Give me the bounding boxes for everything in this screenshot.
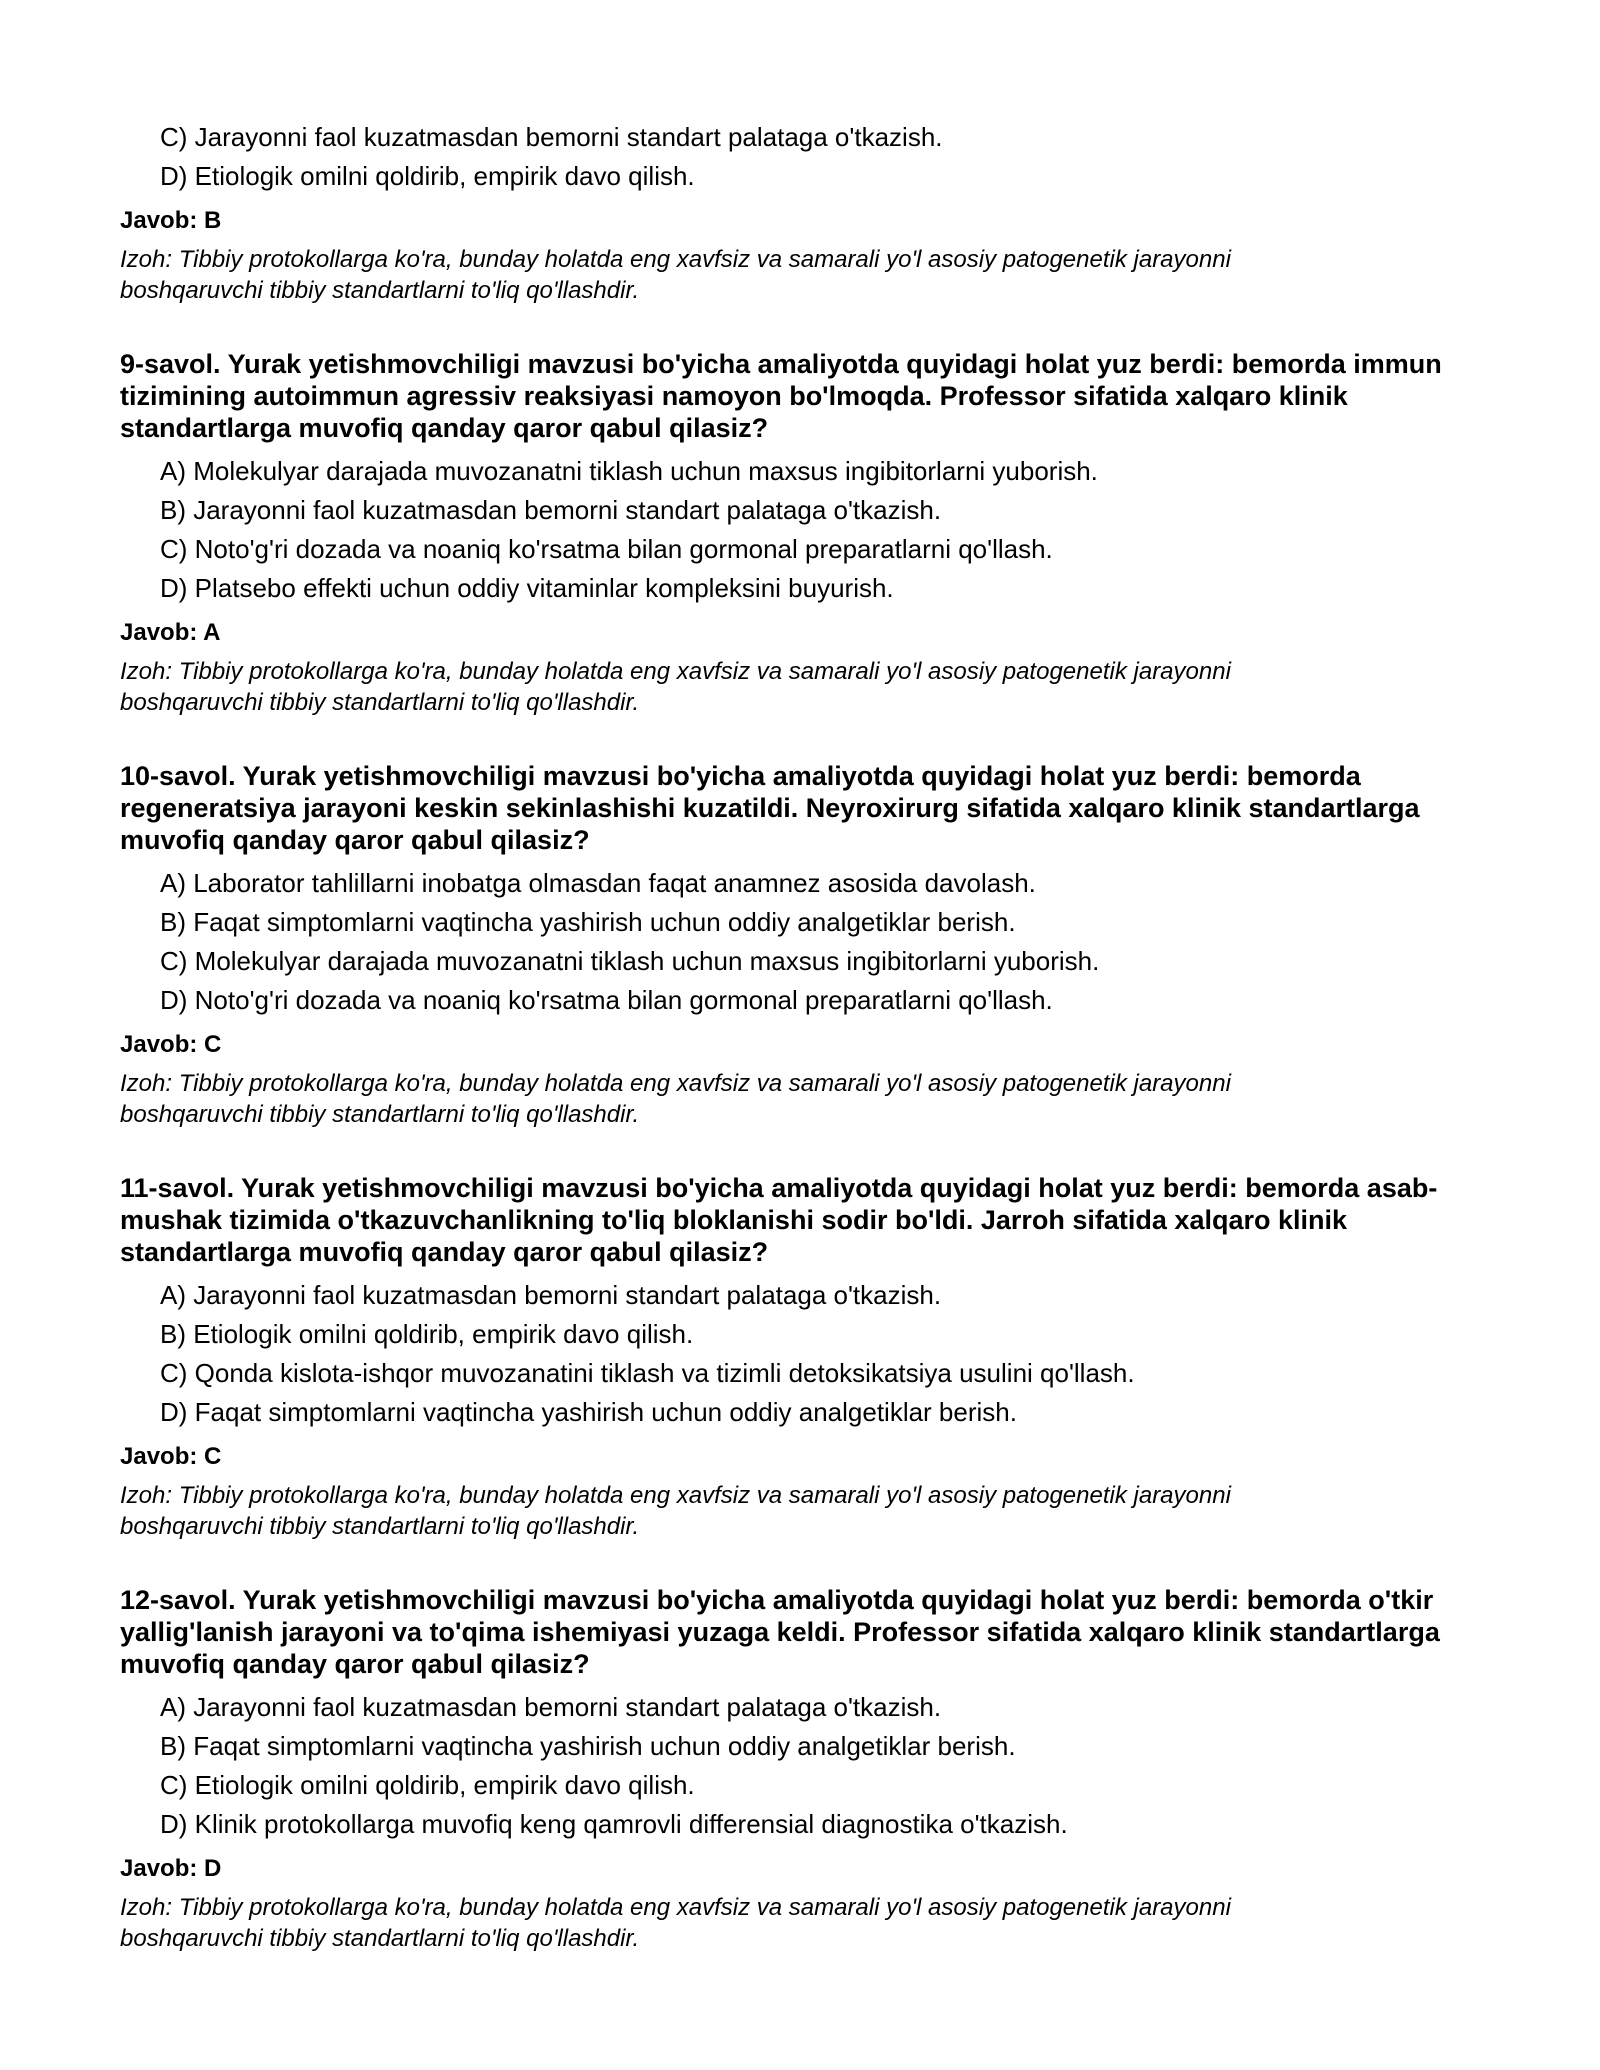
answer-option: B) Faqat simptomlarni vaqtincha yashirish uchun oddiy analgetiklar berish. (160, 1731, 1016, 1761)
answer-option: D) Noto'g'ri dozada va noaniq ko'rsatma bilan gormonal preparatlarni qo'llash. (160, 985, 1053, 1015)
question-12 (120, 1584, 1480, 1954)
answer-option: A) Molekulyar darajada muvozanatni tiklash uchun maxsus ingibitorlarni yuborish. (160, 456, 1098, 486)
question-title: 10-savol. Yurak yetishmovchiligi mavzusi bo'yicha amaliyotda quyidagi holat yuz berdi: bemorda regeneratsiya jarayoni keskin sekinlashishi kuzatildi. Neyroxirurg sifatida xalqaro klinik standartlarga muvofiq qanday qaror qabul qilasiz? (120, 761, 1420, 855)
answer-option: A) Jarayonni faol kuzatmasdan bemorni standart palataga o'tkazish. (160, 1280, 942, 1310)
explanation-note: Izoh: Tibbiy protokollarga ko'ra, bunday holatda eng xavfsiz va samarali yo'l asosiy patogenetik jarayonni boshqaruvchi tibbiy standartlarni to'liq qo'llashdir. (120, 1894, 1231, 1952)
correct-answer: Javob: B (120, 207, 222, 234)
answer-option: D) Faqat simptomlarni vaqtincha yashirish uchun oddiy analgetiklar berish. (160, 1397, 1017, 1427)
answer-option: C) Noto'g'ri dozada va noaniq ko'rsatma bilan gormonal preparatlarni qo'llash. (160, 534, 1053, 564)
answer-option: B) Faqat simptomlarni vaqtincha yashirish uchun oddiy analgetiklar berish. (160, 907, 1016, 937)
correct-answer: Javob: D (120, 1855, 222, 1882)
correct-answer: Javob: C (120, 1443, 222, 1470)
question-10 (120, 760, 1480, 1130)
explanation-note: Izoh: Tibbiy protokollarga ko'ra, bunday holatda eng xavfsiz va samarali yo'l asosiy patogenetik jarayonni boshqaruvchi tibbiy standartlarni to'liq qo'llashdir. (120, 246, 1231, 304)
answer-option: D) Klinik protokollarga muvofiq keng qamrovli differensial diagnostika o'tkazish. (160, 1809, 1068, 1839)
correct-answer: Javob: A (120, 619, 221, 646)
question-title: 12-savol. Yurak yetishmovchiligi mavzusi bo'yicha amaliyotda quyidagi holat yuz berdi: bemorda o'tkir yallig'lanish jarayoni va to'qima ishemiyasi yuzaga keldi. Professor sifatida xalqaro klinik standartlarga muvofiq qanday qaror qabul qilasiz? (120, 1585, 1440, 1679)
answer-option: B) Jarayonni faol kuzatmasdan bemorni standart palataga o'tkazish. (160, 495, 942, 525)
answer-option: C) Qonda kislota-ishqor muvozanatini tiklash va tizimli detoksikatsiya usulini qo'llash. (160, 1358, 1135, 1388)
question-9 (120, 348, 1480, 718)
question-title: 9-savol. Yurak yetishmovchiligi mavzusi bo'yicha amaliyotda quyidagi holat yuz berdi: bemorda immun tizimining autoimmun agressiv reaksiyasi namoyon bo'lmoqda. Professor sifatida xalqaro klinik standartlarga muvofiq qanday qaror qabul qilasiz? (120, 349, 1442, 443)
question-11 (120, 1172, 1480, 1542)
answer-option: C) Jarayonni faol kuzatmasdan bemorni standart palataga o'tkazish. (160, 122, 943, 152)
answer-option: C) Molekulyar darajada muvozanatni tiklash uchun maxsus ingibitorlarni yuborish. (160, 946, 1100, 976)
correct-answer: Javob: C (120, 1031, 222, 1058)
explanation-note: Izoh: Tibbiy protokollarga ko'ra, bunday holatda eng xavfsiz va samarali yo'l asosiy patogenetik jarayonni boshqaruvchi tibbiy standartlarni to'liq qo'llashdir. (120, 658, 1231, 716)
document-page (120, 118, 1480, 1954)
question-fragment (120, 118, 1480, 306)
answer-option: C) Etiologik omilni qoldirib, empirik davo qilish. (160, 1770, 695, 1800)
explanation-note: Izoh: Tibbiy protokollarga ko'ra, bunday holatda eng xavfsiz va samarali yo'l asosiy patogenetik jarayonni boshqaruvchi tibbiy standartlarni to'liq qo'llashdir. (120, 1070, 1231, 1128)
answer-option: D) Platsebo effekti uchun oddiy vitaminlar kompleksini buyurish. (160, 573, 894, 603)
answer-option: D) Etiologik omilni qoldirib, empirik davo qilish. (160, 161, 695, 191)
question-title: 11-savol. Yurak yetishmovchiligi mavzusi bo'yicha amaliyotda quyidagi holat yuz berdi: bemorda asab-mushak tizimida o'tkazuvchanlikning to'liq bloklanishi sodir bo'ldi. Jarroh sifatida xalqaro klinik standartlarga muvofiq qanday qaror qabul qilasiz? (120, 1173, 1438, 1267)
answer-option: A) Jarayonni faol kuzatmasdan bemorni standart palataga o'tkazish. (160, 1692, 942, 1722)
explanation-note: Izoh: Tibbiy protokollarga ko'ra, bunday holatda eng xavfsiz va samarali yo'l asosiy patogenetik jarayonni boshqaruvchi tibbiy standartlarni to'liq qo'llashdir. (120, 1482, 1231, 1540)
answer-option: B) Etiologik omilni qoldirib, empirik davo qilish. (160, 1319, 694, 1349)
answer-option: A) Laborator tahlillarni inobatga olmasdan faqat anamnez asosida davolash. (160, 868, 1036, 898)
